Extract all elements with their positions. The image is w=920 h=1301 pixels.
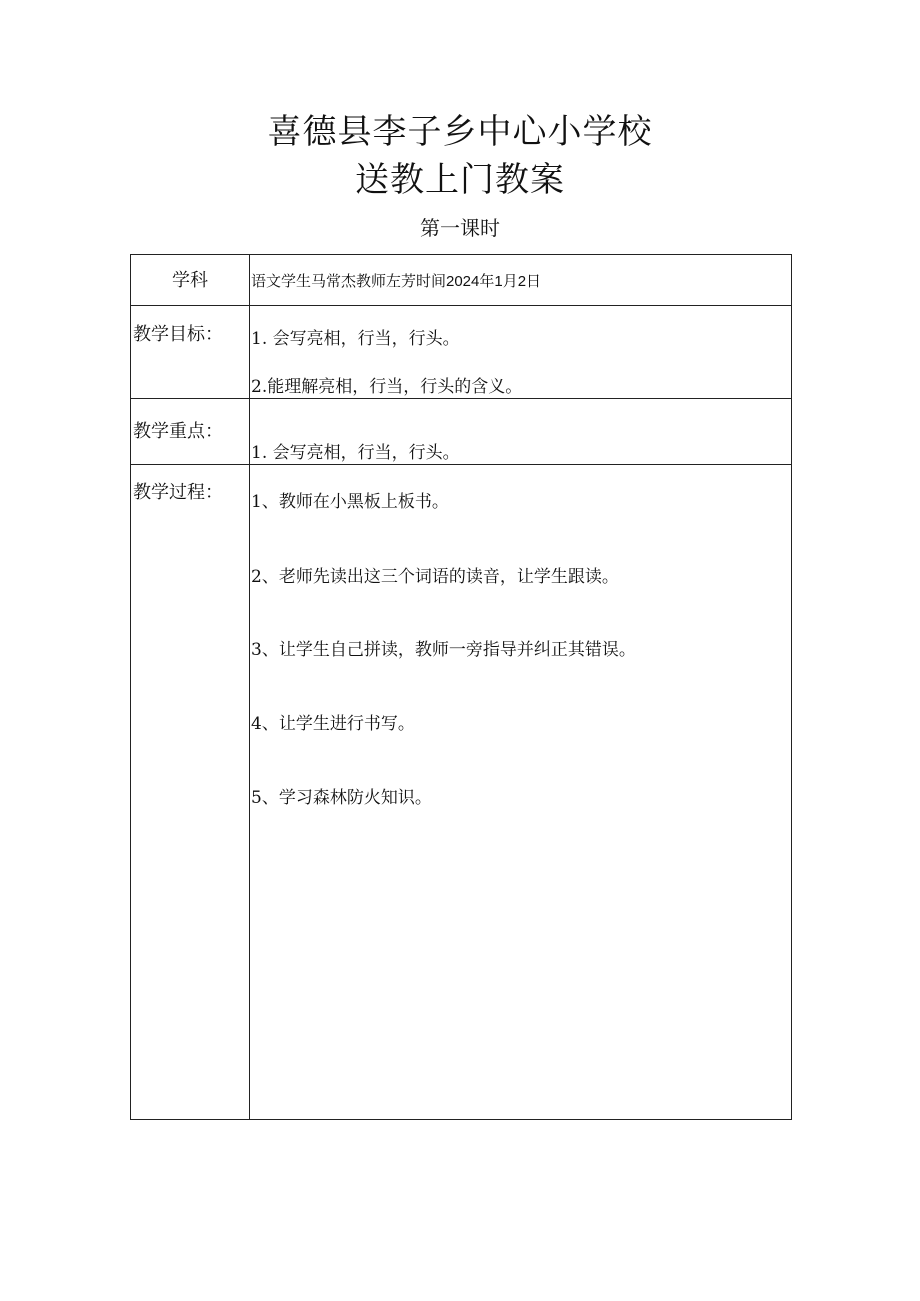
lesson-period-heading: 第一课时: [420, 216, 500, 240]
table-column-divider: [249, 255, 250, 1119]
table-row-divider: [131, 464, 791, 465]
objectives-label: 教学目标：: [133, 324, 223, 345]
subject-info: 语文学生马常杰教师左芳时间2024年1月2日: [251, 273, 542, 290]
key-point-item: 1. 会写亮相，行当，行头。: [251, 443, 460, 463]
process-label: 教学过程：: [133, 482, 223, 503]
process-step: 3、让学生自己拼读，教师一旁指导并纠正其错误。: [251, 640, 636, 660]
process-step: 5、学习森林防火知识。: [251, 788, 432, 808]
process-step: 2、老师先读出这三个词语的读音，让学生跟读。: [251, 567, 619, 587]
objective-item: 1. 会写亮相，行当，行头。: [251, 329, 460, 349]
lesson-plan-table: [130, 254, 792, 1120]
school-name-title: 喜德县李子乡中心小学校: [267, 112, 653, 152]
key-points-label: 教学重点：: [133, 421, 223, 442]
objective-item: 2.能理解亮相，行当，行头的含义。: [251, 377, 523, 397]
process-step: 4、让学生进行书写。: [251, 714, 415, 734]
process-step: 1、教师在小黑板上板书。: [251, 492, 449, 512]
subject-label: 学科: [172, 270, 208, 291]
document-title: 送教上门教案: [355, 160, 565, 200]
table-row-divider: [131, 305, 791, 306]
